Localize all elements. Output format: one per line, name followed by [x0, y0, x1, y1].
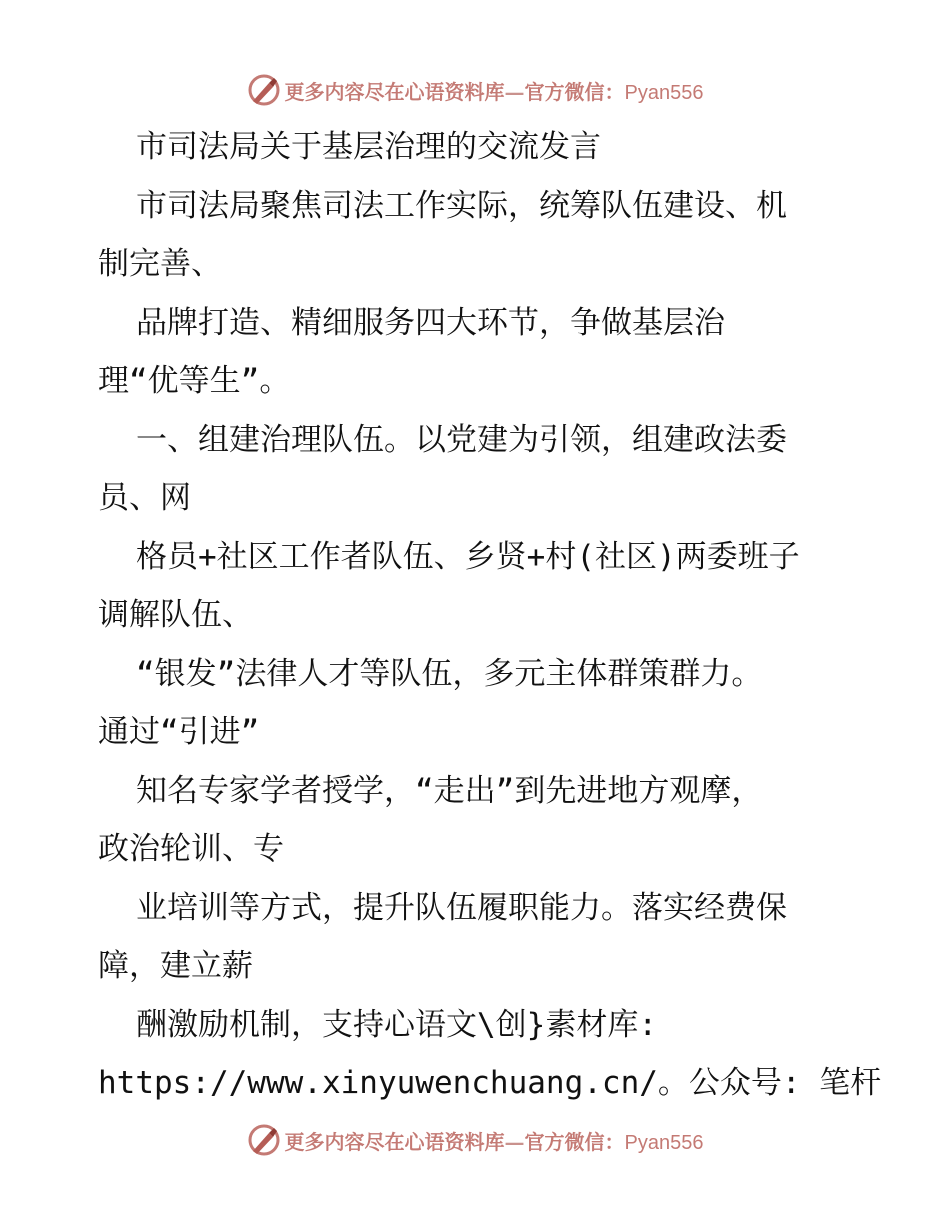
- text-line: 品牌打造、精细服务四大环节，争做基层治: [136, 304, 725, 341]
- text-line: 市司法局聚焦司法工作实际，统筹队伍建设、机: [136, 187, 787, 224]
- banner-contact-id: Pyan556: [624, 81, 704, 104]
- banner-contact-prefix: 官方微信：: [524, 79, 625, 104]
- text-line: 理“优等生”。: [98, 363, 291, 399]
- text-line: 知名专家学者授学，“走出”到先进地方观摩，: [136, 772, 763, 809]
- document-body: [98, 118, 882, 1113]
- watermark-banner-bottom: [0, 1120, 950, 1160]
- pen-logo-icon: [247, 1123, 281, 1157]
- text-line: 业培训等方式，提升队伍履职能力。落实经费保: [136, 889, 787, 926]
- text-line: 制完善、: [98, 246, 222, 282]
- text-line: 酬激励机制，支持心语文\创}素材库:: [136, 1006, 657, 1043]
- text-line: 格员+社区工作者队伍、乡贤+村(社区)两委班子: [136, 538, 800, 575]
- text-line: 通过“引进”: [98, 714, 260, 750]
- banner-separator: —: [504, 1129, 525, 1154]
- banner-contact-id: Pyan556: [624, 1131, 704, 1154]
- banner-separator: —: [504, 79, 525, 104]
- text-line: “银发”法律人才等队伍，多元主体群策群力。: [136, 655, 763, 692]
- banner-text: 更多内容尽在心语资料库: [284, 1129, 505, 1154]
- text-line: 障，建立薪: [98, 948, 253, 984]
- pen-logo-icon: [247, 73, 281, 107]
- text-line: 一、组建治理队伍。以党建为引领，组建政法委: [136, 421, 787, 458]
- text-line: 政治轮训、专: [98, 831, 284, 867]
- text-line: 调解队伍、: [98, 597, 253, 633]
- banner-contact-prefix: 官方微信：: [524, 1129, 625, 1154]
- watermark-banner-top: [0, 70, 950, 110]
- banner-text: 更多内容尽在心语资料库: [284, 79, 505, 104]
- text-line: https://www.xinyuwenchuang.cn/。公众号: 笔杆: [98, 1065, 882, 1101]
- text-line: 员、网: [98, 480, 191, 516]
- text-line: 市司法局关于基层治理的交流发言: [136, 129, 601, 165]
